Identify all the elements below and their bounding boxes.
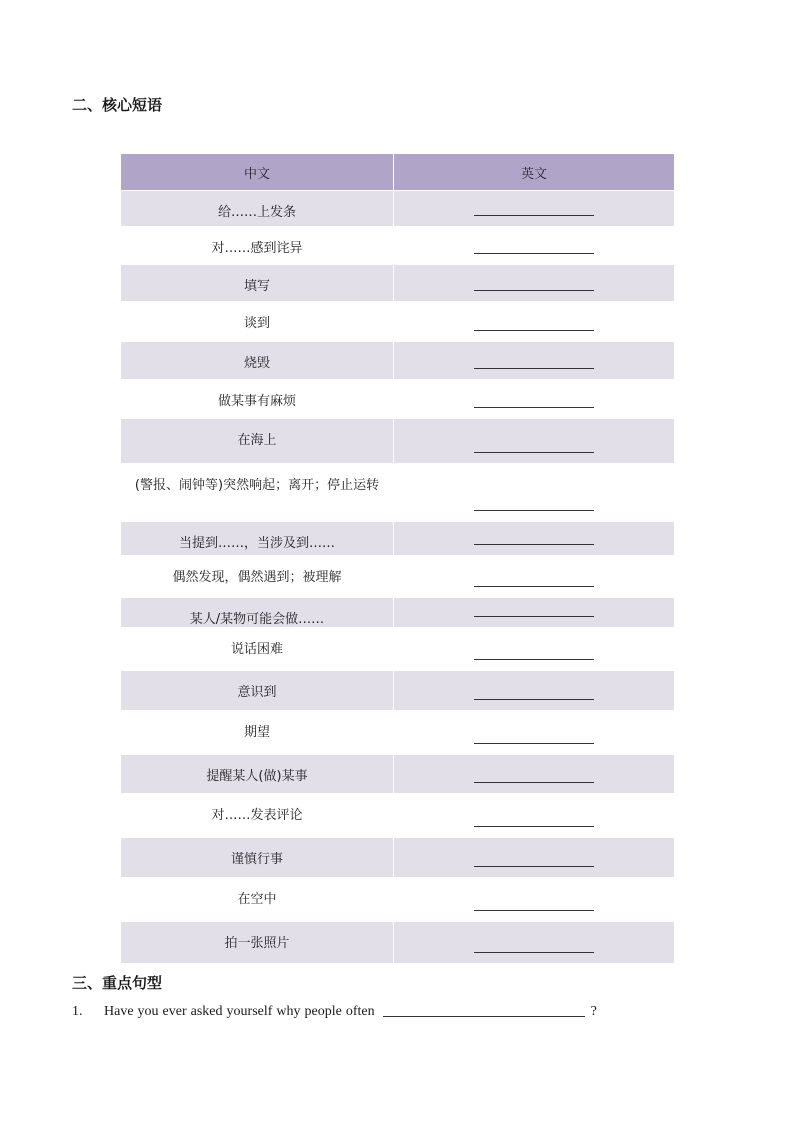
answer-blank[interactable] <box>474 368 594 369</box>
answer-blank[interactable] <box>474 782 594 783</box>
english-answer-cell <box>394 342 675 380</box>
column-header-chinese: 中文 <box>121 154 394 191</box>
table-row <box>121 838 675 878</box>
english-answer-cell <box>394 878 675 922</box>
english-answer-cell <box>394 755 675 794</box>
section-heading-sentence-patterns: 三、重点句型 <box>72 974 163 992</box>
chinese-phrase: 在海上 <box>121 419 394 464</box>
english-answer-cell <box>394 380 675 419</box>
table-row <box>121 522 675 556</box>
table-row <box>121 464 675 522</box>
sentence-word: people <box>304 1004 342 1019</box>
answer-blank[interactable] <box>474 510 594 511</box>
table-row <box>121 922 675 964</box>
answer-blank[interactable] <box>474 616 594 617</box>
english-answer-cell <box>394 419 675 464</box>
sentence-end: ? <box>590 1004 597 1019</box>
answer-blank[interactable] <box>474 826 594 827</box>
chinese-phrase: (警报、闹钟等)突然响起；离开；停止运转 <box>121 464 394 522</box>
table-row <box>121 342 675 380</box>
english-answer-cell <box>394 598 675 628</box>
sentence-word: ever <box>162 1004 187 1019</box>
english-answer-cell <box>394 464 675 522</box>
chinese-phrase: 谈到 <box>121 302 394 342</box>
table-row <box>121 556 675 598</box>
english-answer-cell <box>394 628 675 671</box>
table-row <box>121 191 675 227</box>
chinese-phrase: 拍一张照片 <box>121 922 394 964</box>
chinese-phrase: 给……上发条 <box>121 191 394 227</box>
chinese-phrase: 填写 <box>121 265 394 302</box>
answer-blank[interactable] <box>474 952 594 953</box>
english-answer-cell <box>394 922 675 964</box>
table-row <box>121 628 675 671</box>
sentence-word: you <box>137 1004 159 1019</box>
english-answer-cell <box>394 227 675 265</box>
answer-blank[interactable] <box>474 330 594 331</box>
english-answer-cell <box>394 671 675 711</box>
table-header-row <box>121 154 675 191</box>
sentence-prompt <box>104 1004 379 1019</box>
sentence-word: often <box>345 1004 375 1019</box>
section-heading-phrases: 二、核心短语 <box>72 96 163 114</box>
english-answer-cell <box>394 191 675 227</box>
table-row <box>121 265 675 302</box>
answer-blank[interactable] <box>474 699 594 700</box>
sentence-word: yourself <box>226 1004 273 1019</box>
chinese-phrase: 说话困难 <box>121 628 394 671</box>
answer-blank[interactable] <box>474 215 594 216</box>
table-row <box>121 794 675 838</box>
chinese-phrase: 期望 <box>121 711 394 755</box>
sentence-word: asked <box>190 1004 223 1019</box>
english-answer-cell <box>394 711 675 755</box>
english-answer-cell <box>394 838 675 878</box>
chinese-phrase: 烧毁 <box>121 342 394 380</box>
answer-blank[interactable] <box>474 743 594 744</box>
answer-blank[interactable] <box>474 866 594 867</box>
chinese-phrase: 某人/某物可能会做…… <box>121 598 394 628</box>
english-answer-cell <box>394 556 675 598</box>
table-row <box>121 302 675 342</box>
answer-blank[interactable] <box>474 253 594 254</box>
english-answer-cell <box>394 265 675 302</box>
table-row <box>121 227 675 265</box>
sentence-item <box>72 1004 597 1020</box>
answer-blank[interactable] <box>474 452 594 453</box>
sentence-word: Have <box>104 1004 134 1019</box>
chinese-phrase: 偶然发现，偶然遇到；被理解 <box>121 556 394 598</box>
answer-blank[interactable] <box>474 290 594 291</box>
chinese-phrase: 当提到……，当涉及到…… <box>121 522 394 556</box>
chinese-phrase: 对……感到诧异 <box>121 227 394 265</box>
answer-blank[interactable] <box>474 659 594 660</box>
table-row <box>121 598 675 628</box>
answer-blank[interactable] <box>474 544 594 545</box>
chinese-phrase: 谨慎行事 <box>121 838 394 878</box>
table-row <box>121 755 675 794</box>
english-answer-cell <box>394 522 675 556</box>
table-row <box>121 878 675 922</box>
answer-blank[interactable] <box>474 586 594 587</box>
answer-blank[interactable] <box>383 1016 585 1017</box>
chinese-phrase: 做某事有麻烦 <box>121 380 394 419</box>
column-header-english: 英文 <box>394 154 675 191</box>
table-row <box>121 671 675 711</box>
phrase-table <box>120 153 675 964</box>
chinese-phrase: 在空中 <box>121 878 394 922</box>
chinese-phrase: 对……发表评论 <box>121 794 394 838</box>
english-answer-cell <box>394 794 675 838</box>
sentence-number: 1. <box>72 1004 83 1019</box>
chinese-phrase: 提醒某人(做)某事 <box>121 755 394 794</box>
english-answer-cell <box>394 302 675 342</box>
chinese-phrase: 意识到 <box>121 671 394 711</box>
sentence-word: why <box>276 1004 301 1019</box>
answer-blank[interactable] <box>474 910 594 911</box>
answer-blank[interactable] <box>474 407 594 408</box>
table-row <box>121 711 675 755</box>
table-row <box>121 419 675 464</box>
table-row <box>121 380 675 419</box>
